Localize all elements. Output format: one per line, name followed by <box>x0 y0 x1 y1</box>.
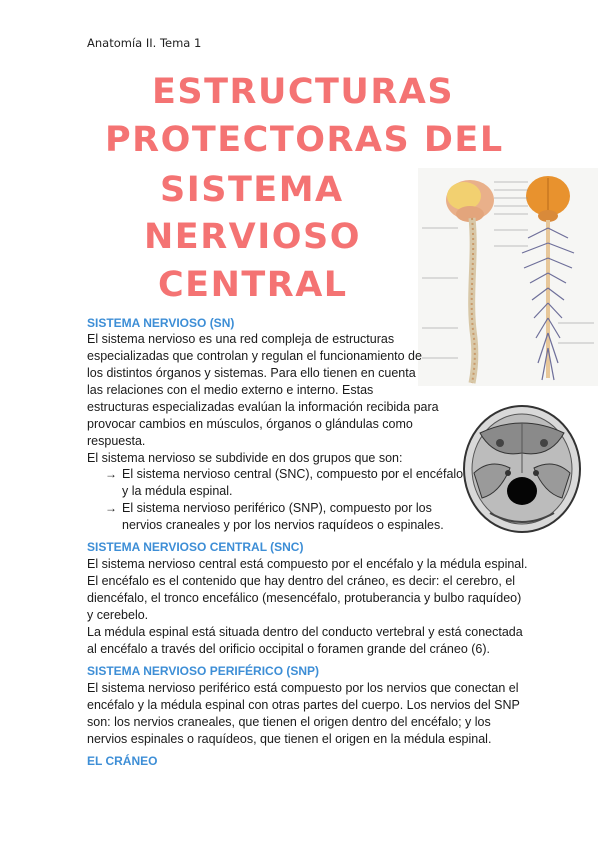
paragraph-line: son: los nervios craneales, que tienen el origen dentro del encéfalo; y los <box>87 715 491 729</box>
page-header: Anatomía II. Tema 1 <box>87 36 202 50</box>
section-heading-craneo: EL CRÁNEO <box>87 754 158 768</box>
bullet-line: El sistema nervioso periférico (SNP), compuesto por los <box>122 501 432 515</box>
title-line-4: NERVIOSO <box>144 217 361 257</box>
paragraph-line: provocar cambios en músculos, órganos o glándulas como <box>87 417 413 431</box>
paragraph-line: los distintos órganos y sistemas. Para ello tienen en cuenta <box>87 366 416 380</box>
title-line-2: PROTECTORAS DEL <box>105 120 504 160</box>
paragraph-line: estructuras especializadas evalúan la información recibida para <box>87 400 439 414</box>
bullet-arrow-icon: → <box>105 467 117 481</box>
paragraph-line: El encéfalo es el contenido que hay dentro del cráneo, es decir: el cerebro, el <box>87 574 516 588</box>
paragraph-line: El sistema nervioso es una red compleja de estructuras <box>87 332 395 346</box>
section-heading-snp: SISTEMA NERVIOSO PERIFÉRICO (SNP) <box>87 664 320 678</box>
section-heading-snc: SISTEMA NERVIOSO CENTRAL (SNC) <box>87 540 304 554</box>
paragraph-line: El sistema nervioso periférico está compuesto por los nervios que conectan el <box>87 681 519 695</box>
nervous-system-illustration-icon <box>418 168 598 386</box>
paragraph-line: encéfalo y la médula espinal con otras partes del cuerpo. Los nervios del SNP <box>87 698 520 712</box>
title-line-3: SISTEMA <box>160 170 344 210</box>
bullet-line: nervios craneales y por los nervios raquídeos o espinales. <box>122 518 444 532</box>
paragraph-line: diencéfalo, el tronco encefálico (mesencéfalo, protuberancia y bulbo raquídeo) <box>87 591 522 605</box>
bullet-line: y la médula espinal. <box>122 484 233 498</box>
paragraph-line: especializadas que controlan y regulan el funcionamiento de <box>87 349 422 363</box>
paragraph-line: las relaciones con el medio externo e interno. Estas <box>87 383 374 397</box>
paragraph-line: respuesta. <box>87 434 146 448</box>
title-line-1: ESTRUCTURAS <box>152 72 455 112</box>
title-line-5: CENTRAL <box>158 265 348 305</box>
paragraph-line: El sistema nervioso se subdivide en dos grupos que son: <box>87 451 403 465</box>
paragraph-line: La médula espinal está situada dentro del conducto vertebral y está conectada <box>87 625 523 639</box>
paragraph-line: y cerebelo. <box>87 608 149 622</box>
paragraph-line: nervios espinales o raquídeos, que tienen el origen en la médula espinal. <box>87 732 492 746</box>
paragraph-line: al encéfalo a través del orificio occipital o foramen grande del cráneo (6). <box>87 642 490 656</box>
paragraph-line: El sistema nervioso central está compuesto por el encéfalo y la médula espinal. <box>87 557 528 571</box>
skull-base-illustration-icon <box>460 403 585 535</box>
bullet-arrow-icon: → <box>105 501 117 515</box>
bullet-line: El sistema nervioso central (SNC), compuesto por el encéfalo <box>122 467 464 481</box>
section-heading-sn: SISTEMA NERVIOSO (SN) <box>87 316 235 330</box>
